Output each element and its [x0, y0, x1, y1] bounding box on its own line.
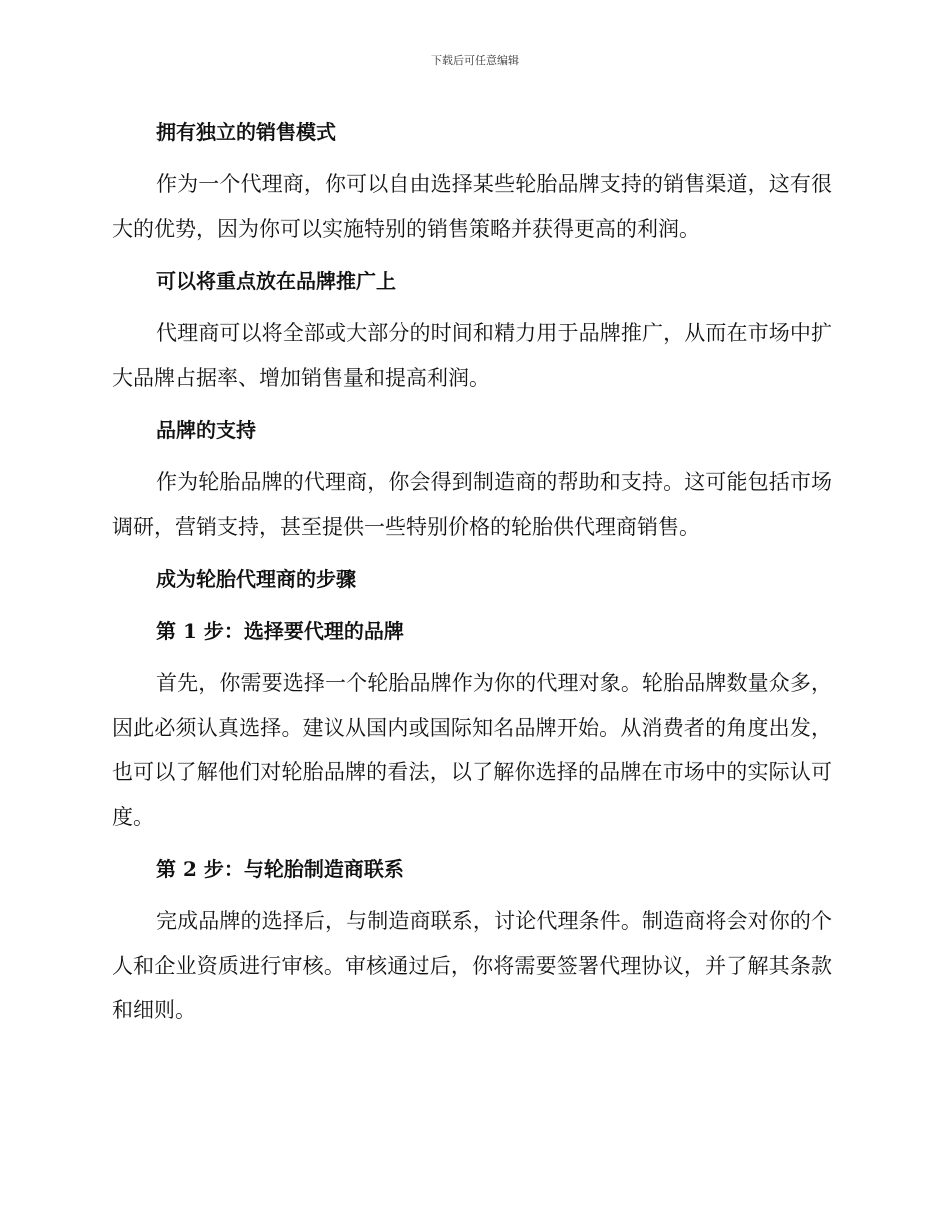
document-body	[112, 110, 832, 1033]
paragraph-brand-promotion: 代理商可以将全部或大部分的时间和精力用于品牌推广，从而在市场中扩大品牌占据率、增加销售量和提高利润。	[112, 321, 832, 390]
section-heading-step-2: 第 2 步：与轮胎制造商联系	[156, 857, 404, 881]
paragraph-step-1: 首先，你需要选择一个轮胎品牌作为你的代理对象。轮胎品牌数量众多，因此必须认真选择。建议从国内或国际知名品牌开始。从消费者的角度出发，也可以了解他们对轮胎品牌的看法，以了解你选择的品牌在市场中的实际认可度。	[112, 671, 832, 829]
paragraph-step-2: 完成品牌的选择后，与制造商联系，讨论代理条件。制造商将会对你的个人和企业资质进行审核。审核通过后，你将需要签署代理协议，并了解其条款和细则。	[112, 909, 832, 1022]
paragraph-independent-sales: 作为一个代理商，你可以自由选择某些轮胎品牌支持的销售渠道，这有很大的优势，因为你可以实施特别的销售策略并获得更高的利润。	[112, 172, 832, 241]
paragraph-brand-support: 作为轮胎品牌的代理商，你会得到制造商的帮助和支持。这可能包括市场调研，营销支持，甚至提供一些特别价格的轮胎供代理商销售。	[112, 470, 832, 539]
page-header: 下载后可任意编辑	[431, 54, 519, 67]
section-heading-brand-promotion: 可以将重点放在品牌推广上	[156, 269, 396, 293]
section-heading-independent-sales: 拥有独立的销售模式	[156, 120, 336, 144]
section-heading-step-1: 第 1 步：选择要代理的品牌	[156, 619, 404, 643]
section-heading-brand-support: 品牌的支持	[156, 418, 256, 442]
section-heading-steps: 成为轮胎代理商的步骤	[156, 567, 356, 591]
